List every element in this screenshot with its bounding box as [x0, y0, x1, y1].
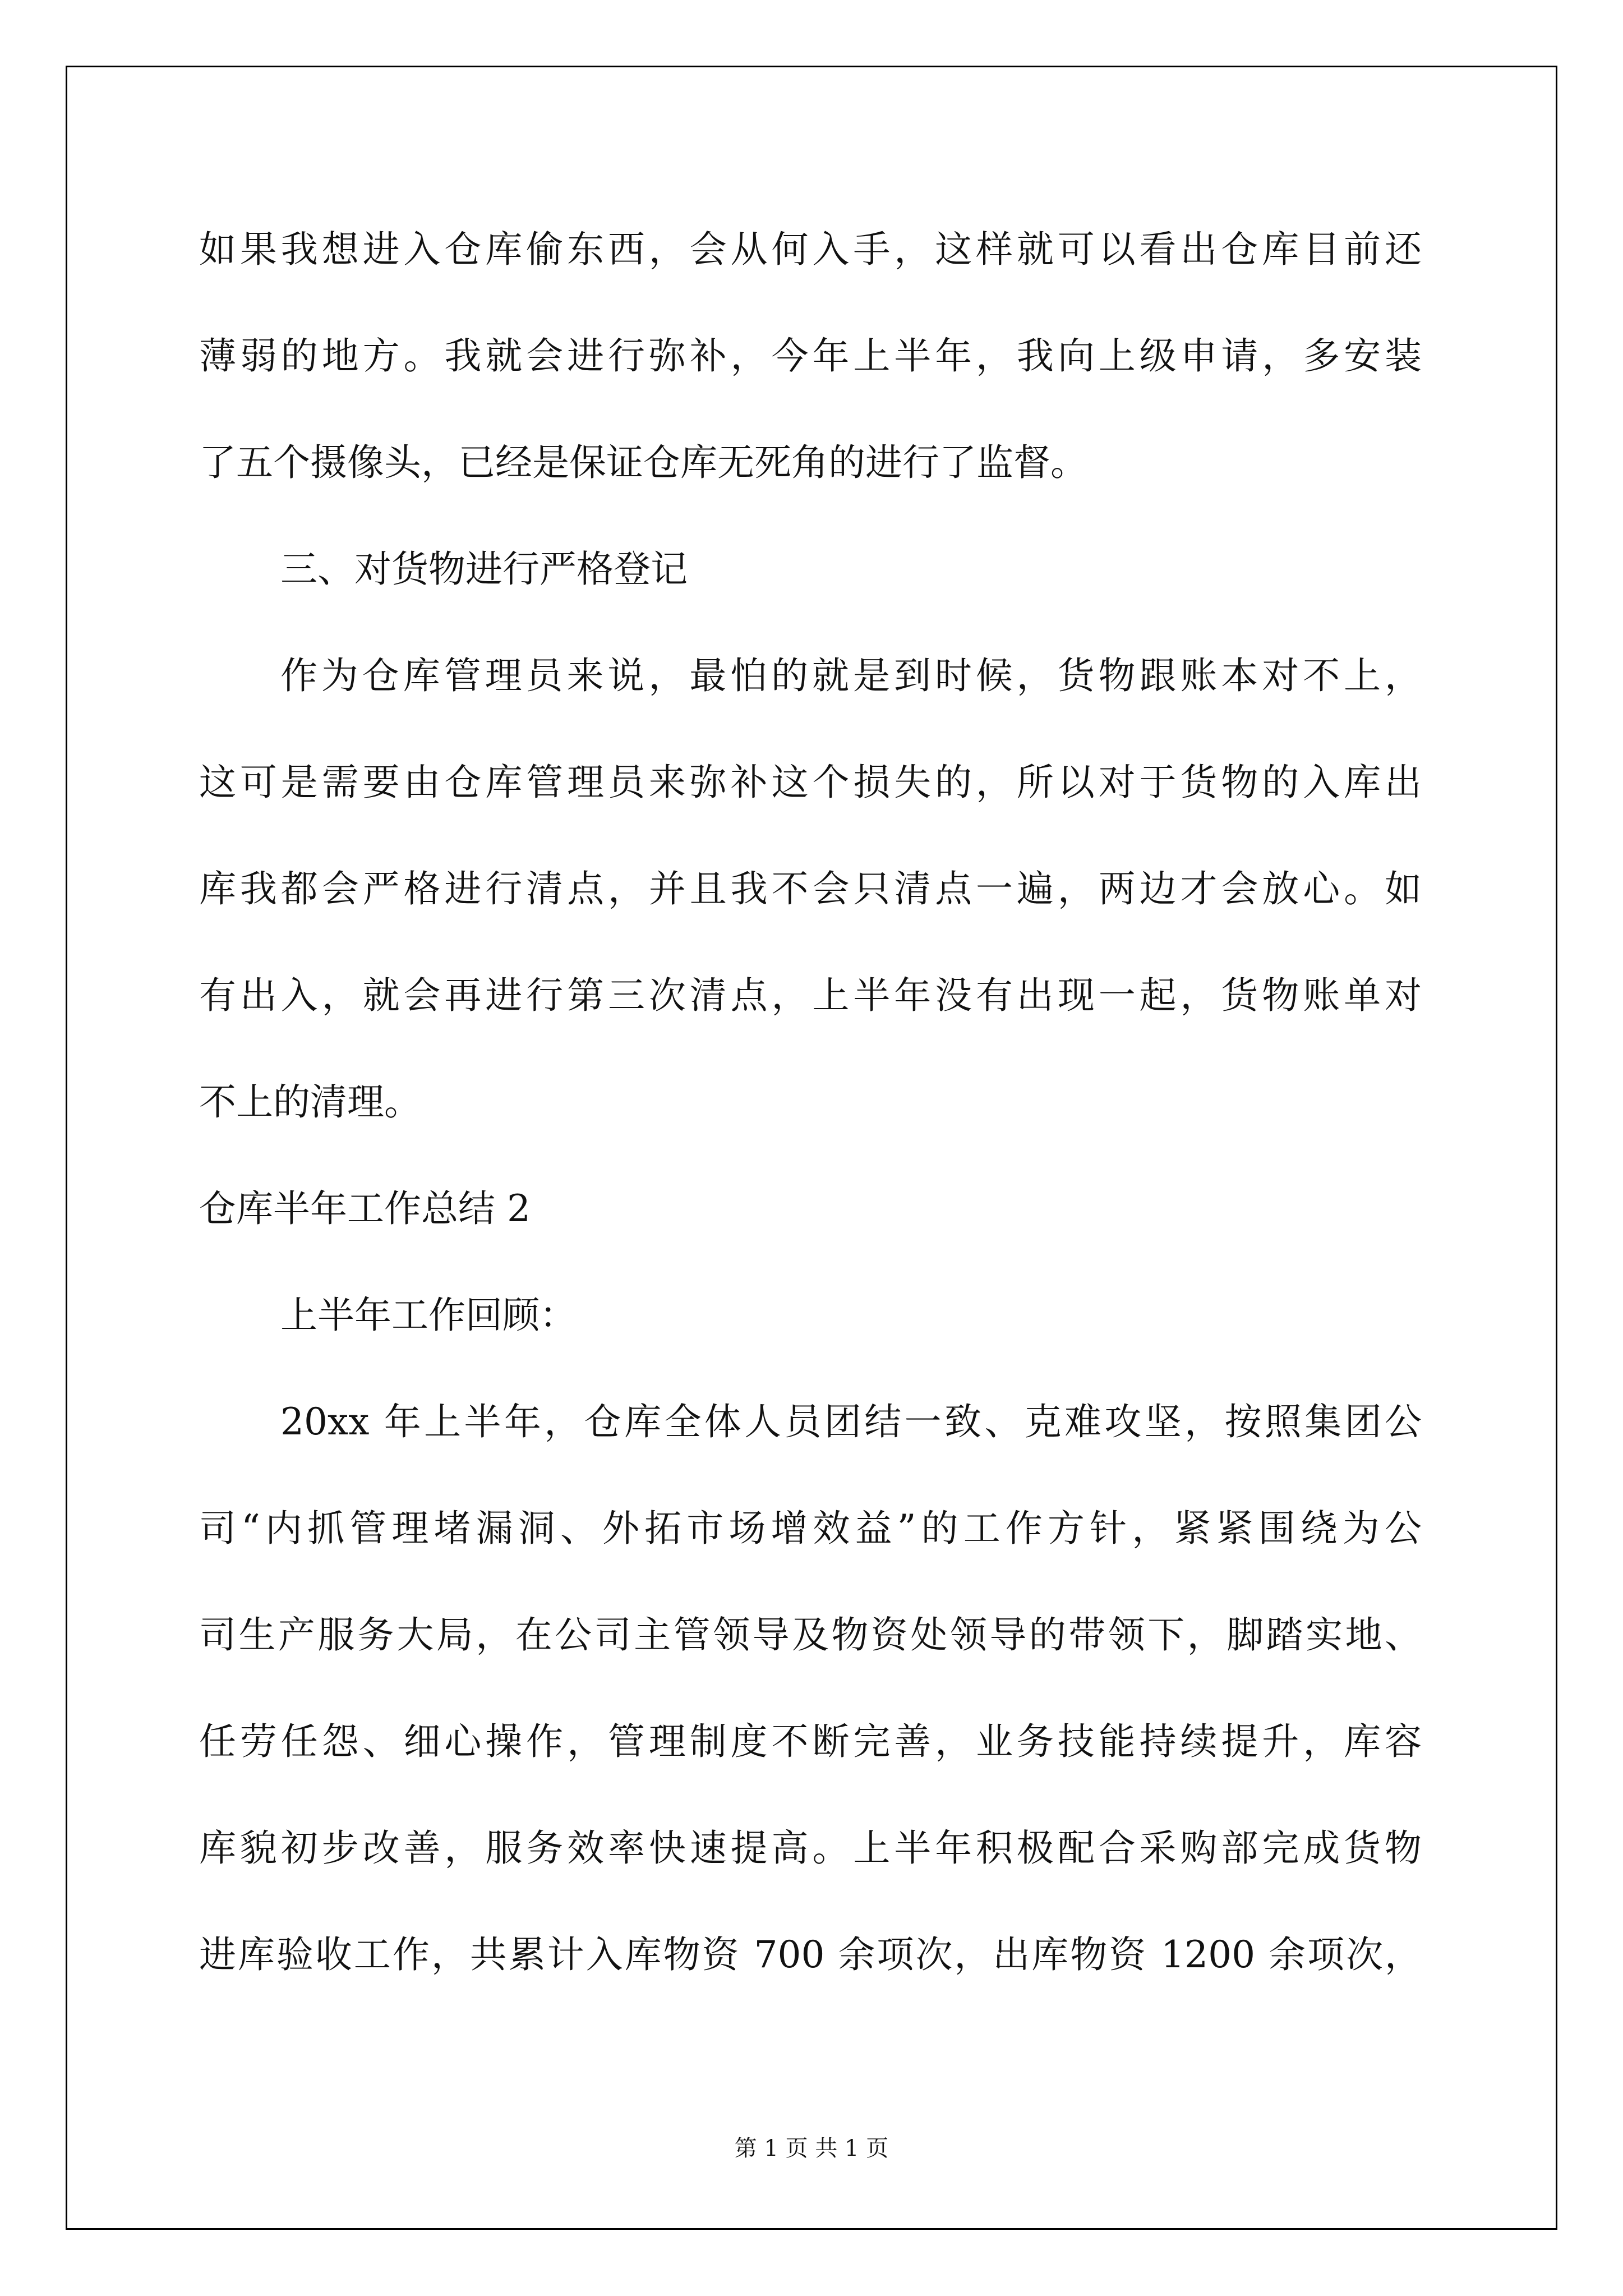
body-line: 不上的清理。 [199, 1080, 421, 1124]
body-line: 任劳任怨、细心操作，管理制度不断完善，业务技能持续提升，库容 [199, 1720, 1422, 1763]
body-line: 有出入，就会再进行第三次清点，上半年没有出现一起，货物账单对 [199, 974, 1422, 1017]
body-line: 进库验收工作，共累计入库物资 700 余项次，出库物资 1200 余项次， [199, 1933, 1422, 1976]
body-line: 司“内抓管理堵漏洞、外拓市场增效益”的工作方针，紧紧围绕为公 [199, 1507, 1422, 1550]
section-heading: 上半年工作回顾： [280, 1294, 577, 1337]
body-line: 这可是需要由仓库管理员来弥补这个损失的，所以对于货物的入库出 [199, 761, 1422, 804]
body-line: 库我都会严格进行清点，并且我不会只清点一遍，两边才会放心。如 [199, 867, 1422, 910]
body-line: 司生产服务大局，在公司主管领导及物资处领导的带领下，脚踏实地、 [199, 1613, 1422, 1657]
body-line: 了五个摄像头，已经是保证仓库无死角的进行了监督。 [199, 441, 1087, 484]
document-subtitle: 仓库半年工作总结 2 [199, 1187, 531, 1230]
body-line: 库貌初步改善，服务效率快速提高。上半年积极配合采购部完成货物 [199, 1826, 1422, 1870]
page-number-footer: 第 1 页 共 1 页 [734, 2136, 889, 2161]
page-border [66, 66, 1557, 2230]
body-line: 作为仓库管理员来说，最怕的就是到时候，货物跟账本对不上， [280, 654, 1422, 697]
body-line: 如果我想进入仓库偷东西，会从何入手，这样就可以看出仓库目前还 [199, 228, 1422, 271]
body-line: 20xx 年上半年，仓库全体人员团结一致、克难攻坚，按照集团公 [280, 1400, 1422, 1443]
body-line: 薄弱的地方。我就会进行弥补，今年上半年，我向上级申请，多安装 [199, 334, 1422, 378]
section-heading: 三、对货物进行严格登记 [280, 547, 688, 591]
